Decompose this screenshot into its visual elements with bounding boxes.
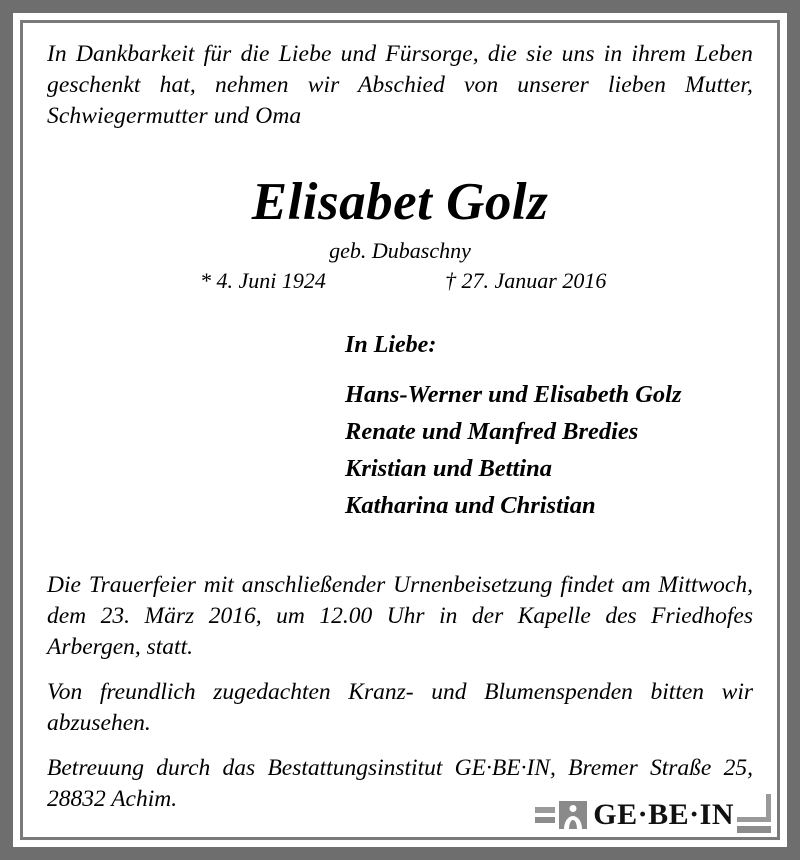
death-date: † 27. Januar 2016 [445, 268, 607, 293]
frame-white-gap [13, 13, 787, 847]
family-heading: In Liebe: [345, 332, 437, 358]
family-member: Renate und Manfred Bredies [345, 418, 639, 445]
gebein-logo [535, 795, 771, 835]
logo-wordmark: GE·BE·IN [593, 798, 734, 831]
maiden-name: geb. Dubaschny [329, 238, 471, 263]
notice-content [23, 23, 777, 837]
frame-inner-rule [20, 20, 780, 840]
gebein-arch-figure-icon [559, 801, 587, 829]
family-block [45, 330, 755, 524]
family-member: Kristian und Bettina [345, 455, 552, 482]
life-dates [45, 268, 755, 296]
intro-text: In Dankbarkeit für die Liebe und Fürsorge, die sie uns in ihrem Leben geschenkt hat, nehmen wir Abschied von unserer lieben Mutter, Schwiegermutter und Oma [47, 41, 753, 129]
family-member: Hans-Werner und Elisabeth Golz [345, 381, 682, 408]
logo-left-bars-icon [535, 807, 555, 823]
logo-right-bracket-icon [737, 800, 771, 830]
family-member: Katharina und Christian [345, 492, 596, 519]
birth-date: * 4. Juni 1924 [200, 268, 326, 293]
deceased-name: Elisabet Golz [251, 173, 549, 231]
funeral-home-paragraph: Betreuung durch das Bestattungsinstitut GE·BE·IN, Bremer Straße 25, 28832 Achim. [47, 755, 753, 812]
funeral-details-paragraph: Die Trauerfeier mit anschließender Urnenbeisetzung findet am Mittwoch, dem 23. März 2016, um 12.00 Uhr in der Kapelle des Friedhofes Arbergen, statt. [47, 572, 753, 660]
flowers-request-paragraph: Von freundlich zugedachten Kranz- und Blumenspenden bitten wir abzusehen. [47, 679, 753, 736]
